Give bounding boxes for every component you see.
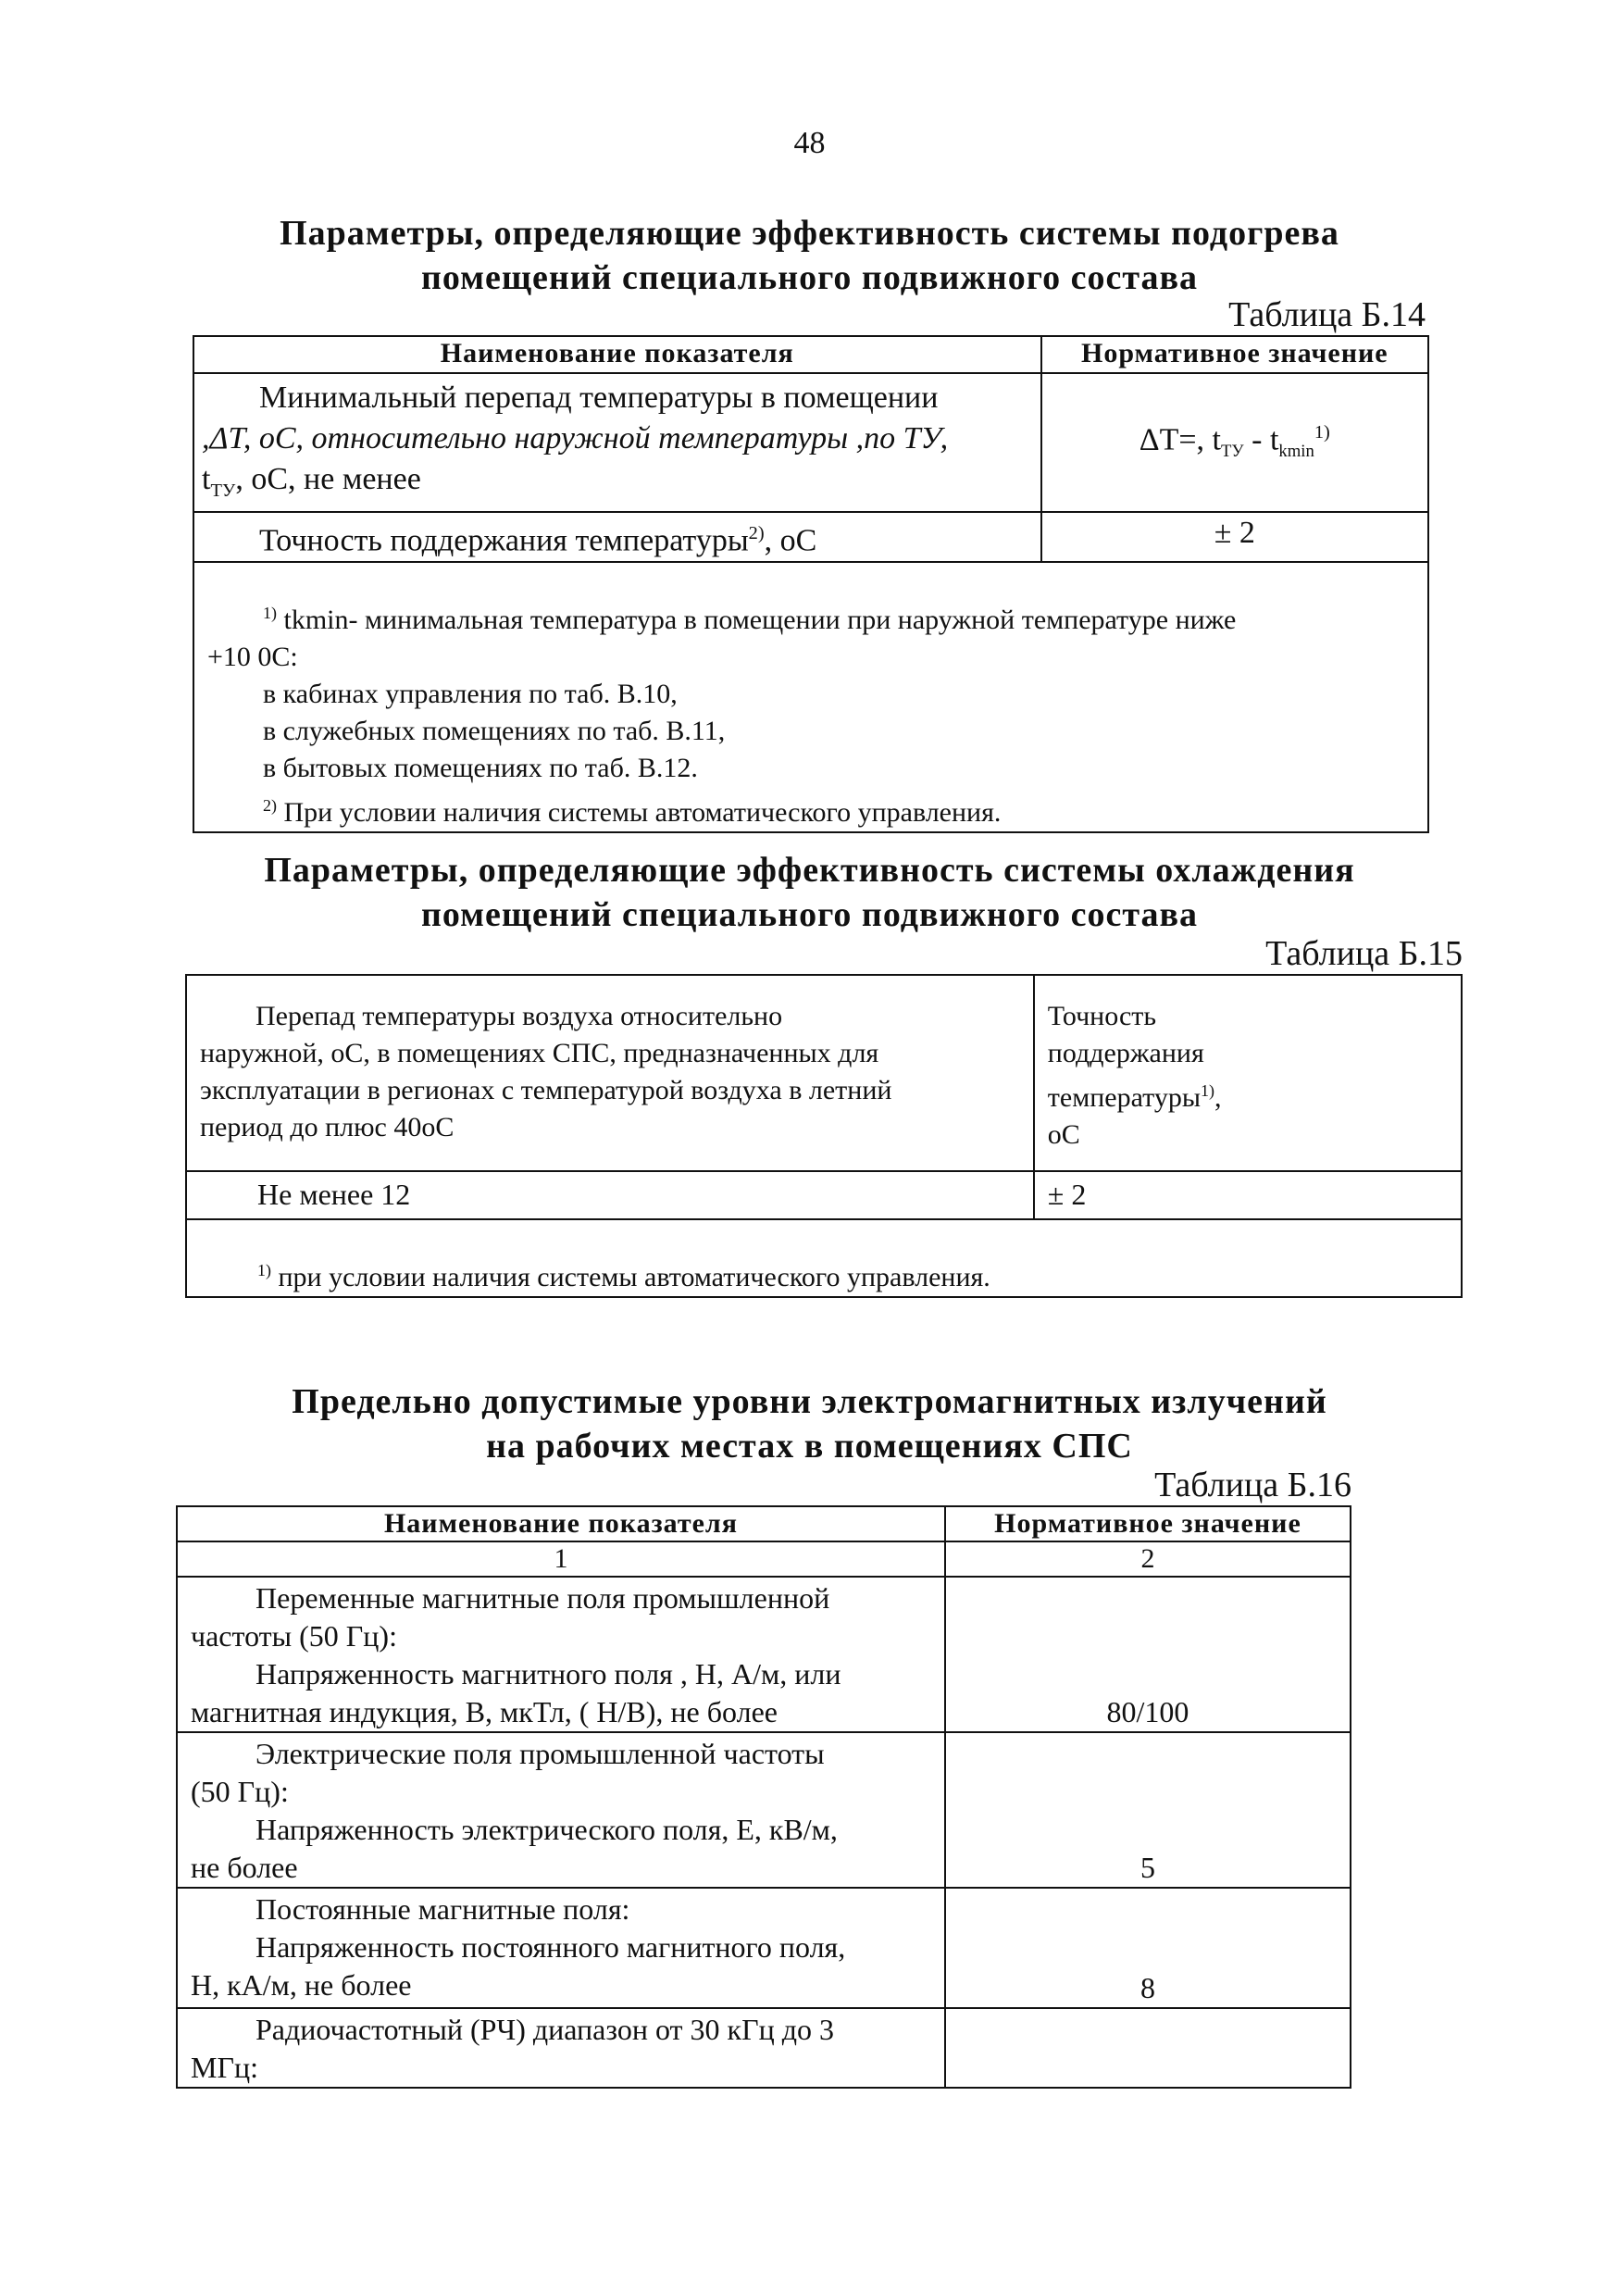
table-14-row2-value: ± 2: [1041, 512, 1428, 562]
section-16-title: [0, 1379, 1619, 1468]
table-14-notes: $^{1)}$ tkmin- минимальная температура в помещении при наружной температуре ниже +10 0С: в кабинах управления по таб. В.10, в служебных помещениях по таб. В.11, в бытовых помещениях по таб. В.12. $^{2)}$ При условии наличия системы автоматического управления.: [193, 562, 1428, 832]
table-16-col-name: Наименование показателя: [177, 1506, 945, 1541]
table-16-label: Таблица Б.16: [1154, 1466, 1351, 1504]
section-16-title-line1: Предельно допустимые уровни электромагнитных излучений: [292, 1382, 1327, 1421]
table-16-row-value: 5: [945, 1732, 1351, 1888]
section-14-title-line2: помещений специального подвижного состава: [421, 258, 1198, 297]
table-15-row-value: ± 2: [1034, 1171, 1462, 1219]
section-15-title-line1: Параметры, определяющие эффективность системы охлаждения: [264, 851, 1355, 890]
table-16-col-value: Нормативное значение: [945, 1506, 1351, 1541]
section-15-title: [0, 848, 1619, 937]
table-16-row: Постоянные магнитные поля: Напряженность постоянного магнитного поля, Н, кА/м, не более: [177, 1888, 945, 2008]
section-14-title: [0, 211, 1619, 300]
page-number: 48: [793, 126, 826, 160]
table-14-row1-value: ΔT=, $t_{ТУ} - t_{kmin}^{1)}$: [1041, 373, 1428, 512]
table-15-notes: $^{1)}$ при условии наличия системы автоматического управления.: [186, 1219, 1462, 1297]
table-16-row-value: 80/100: [945, 1577, 1351, 1732]
table-15-row-name: Не менее 12: [186, 1171, 1034, 1219]
table-15-col-value: Точность поддержания температуры$^{1)}$, оС: [1034, 975, 1462, 1171]
section-14-title-line1: Параметры, определяющие эффективность системы подогрева: [280, 214, 1339, 253]
table-15-col-name: Перепад температуры воздуха относительно наружной, оС, в помещениях СПС, предназначенных для эксплуатации в регионах с температурой воздуха в летний период до плюс 40оС: [186, 975, 1034, 1171]
table-16-row: Переменные магнитные поля промышленной частоты (50 Гц): Напряженность магнитного поля , Н, А/м, или магнитная индукция, В, мкТл, ( Н/В), не более: [177, 1577, 945, 1732]
table-14-col-value: Нормативное значение: [1041, 336, 1428, 373]
table-14-label: Таблица Б.14: [1228, 295, 1426, 334]
section-16-title-line2: на рабочих местах в помещениях СПС: [486, 1427, 1133, 1466]
section-15-title-line2: помещений специального подвижного состава: [421, 895, 1198, 934]
table-16-col-num1: 1: [177, 1541, 945, 1577]
table-14-row2-name: Точность поддержания температуры$^{2)}$, оС: [193, 512, 1041, 562]
table-14: [193, 335, 1429, 833]
table-14-col-name: Наименование показателя: [193, 336, 1041, 373]
table-16-row-value: 8: [945, 1888, 1351, 2008]
table-15-label: Таблица Б.15: [1265, 934, 1463, 973]
table-16-row: Электрические поля промышленной частоты (50 Гц): Напряженность электрического поля, Е, кВ/м, не более: [177, 1732, 945, 1888]
table-16-row: Радиочастотный (РЧ) диапазон от 30 кГц до 3 МГц:: [177, 2008, 945, 2088]
table-16: [176, 1505, 1351, 2089]
table-16-row-value: [945, 2008, 1351, 2088]
table-16-col-num2: 2: [945, 1541, 1351, 1577]
table-15: [185, 974, 1463, 1298]
table-14-row1-name: Минимальный перепад температуры в помещении ,ΔT, оС, относительно наружной температуры ,по ТУ, $t_{ТУ}$, оС, не менее: [193, 373, 1041, 512]
